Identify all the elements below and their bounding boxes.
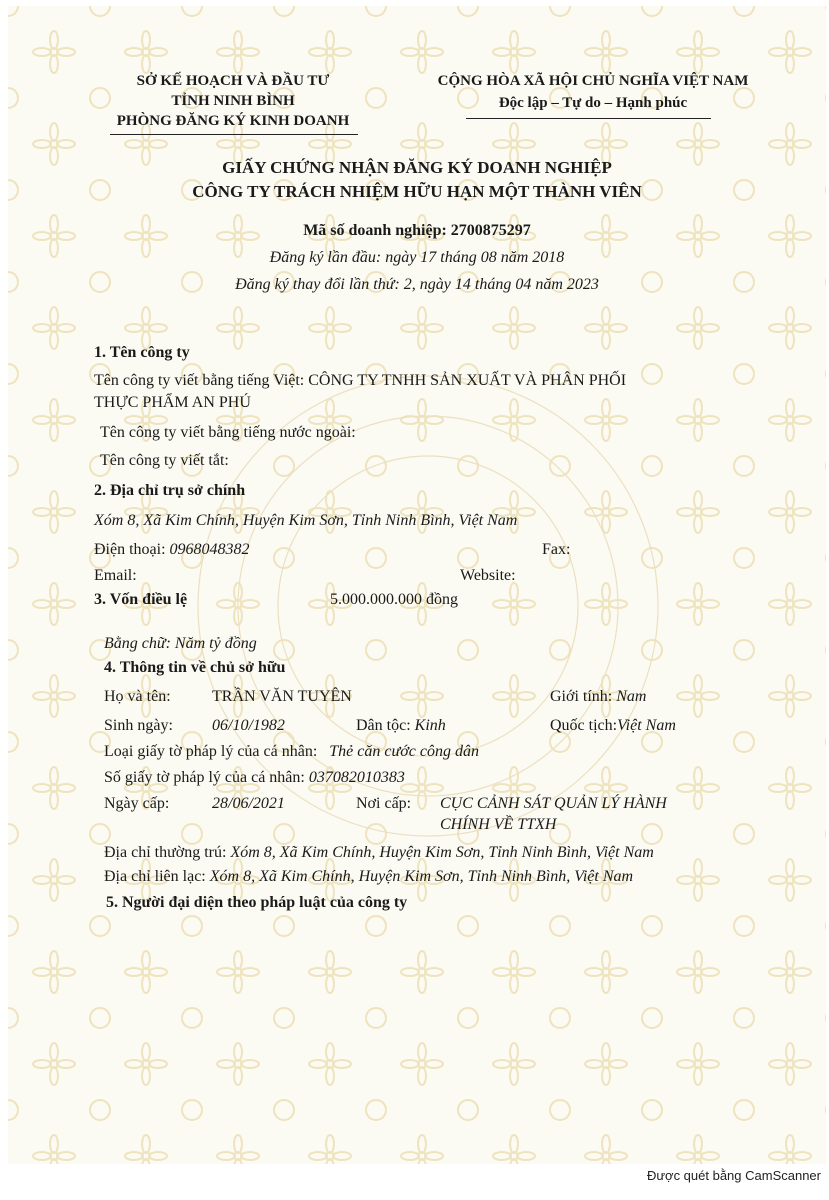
issue-place-value-line2: CHÍNH VỀ TTXH bbox=[440, 816, 557, 833]
charter-capital-in-words: Bằng chữ: Năm tỷ đồng bbox=[104, 635, 257, 652]
head-office-address: Xóm 8, Xã Kim Chính, Huyện Kim Sơn, Tỉnh Ninh Bình, Việt Nam bbox=[94, 512, 518, 529]
email-label: Email: bbox=[94, 567, 137, 584]
contact-address-label: Địa chỉ liên lạc: bbox=[104, 868, 206, 885]
ethnic-row bbox=[356, 717, 446, 735]
website-label: Website: bbox=[460, 567, 516, 584]
section5-heading: 5. Người đại diện theo pháp luật của công ty bbox=[106, 894, 408, 911]
permanent-address-row bbox=[104, 844, 654, 862]
agency-name-line1: SỞ KẾ HOẠCH VÀ ĐẦU TƯ bbox=[136, 73, 330, 89]
company-name-foreign-label: Tên công ty viết bằng tiếng nước ngoài: bbox=[100, 424, 356, 441]
company-name-vn-row bbox=[94, 372, 626, 390]
fax-label: Fax: bbox=[542, 541, 571, 558]
first-registration-date: Đăng ký lần đầu: ngày 17 tháng 08 năm 2018 bbox=[269, 249, 565, 266]
issue-date-label: Ngày cấp: bbox=[104, 795, 170, 812]
phone-row bbox=[94, 541, 250, 559]
legal-doc-type-value: Thẻ căn cước công dân bbox=[329, 743, 479, 760]
legal-doc-number-row bbox=[104, 769, 405, 787]
enterprise-code: Mã số doanh nghiệp: 2700875297 bbox=[303, 222, 531, 239]
permanent-address-value: Xóm 8, Xã Kim Chính, Huyện Kim Sơn, Tỉnh Ninh Bình, Việt Nam bbox=[230, 844, 654, 861]
certificate-page bbox=[8, 6, 826, 1164]
nation-motto: Độc lập – Tự do – Hạnh phúc bbox=[498, 95, 688, 111]
section3-heading: 3. Vốn điều lệ bbox=[94, 591, 188, 608]
certificate-title: GIẤY CHỨNG NHẬN ĐĂNG KÝ DOANH NGHIỆP bbox=[222, 158, 612, 177]
section4-heading: 4. Thông tin về chủ sở hữu bbox=[104, 659, 286, 676]
section2-heading: 2. Địa chỉ trụ sở chính bbox=[94, 482, 246, 499]
motto-underline bbox=[466, 118, 711, 119]
issue-place-label: Nơi cấp: bbox=[356, 795, 412, 812]
ethnic-label: Dân tộc: bbox=[356, 717, 411, 734]
owner-name-value: TRẦN VĂN TUYÊN bbox=[212, 688, 352, 705]
nationality-label: Quốc tịch: bbox=[550, 717, 618, 734]
permanent-address-label: Địa chỉ thường trú: bbox=[104, 844, 227, 861]
issue-place-value-line1: CỤC CẢNH SÁT QUẢN LÝ HÀNH bbox=[440, 795, 667, 812]
nation-name: CỘNG HÒA XÃ HỘI CHỦ NGHĨA VIỆT NAM bbox=[437, 73, 749, 89]
legal-doc-number-value: 037082010383 bbox=[308, 769, 405, 786]
company-type-title: CÔNG TY TRÁCH NHIỆM HỮU HẠN MỘT THÀNH VIÊN bbox=[192, 182, 642, 201]
gender-value: Nam bbox=[616, 688, 647, 705]
phone-label: Điện thoại: bbox=[94, 541, 166, 558]
owner-name-label: Họ và tên: bbox=[104, 688, 171, 705]
agency-name-line2: TỈNH NINH BÌNH bbox=[171, 93, 295, 109]
company-name-vn-label: Tên công ty viết bằng tiếng Việt: bbox=[94, 372, 305, 389]
nationality-row bbox=[550, 717, 676, 735]
nationality-value: Việt Nam bbox=[617, 717, 676, 734]
legal-doc-number-label: Số giấy tờ pháp lý của cá nhân: bbox=[104, 769, 305, 786]
contact-address-row bbox=[104, 868, 633, 886]
company-name-short-label: Tên công ty viết tắt: bbox=[100, 452, 229, 469]
agency-underline bbox=[110, 134, 358, 135]
dob-value: 06/10/1982 bbox=[212, 717, 285, 734]
charter-capital-value: 5.000.000.000 đồng bbox=[330, 591, 458, 608]
ethnic-value: Kinh bbox=[414, 717, 446, 734]
contact-address-value: Xóm 8, Xã Kim Chính, Huyện Kim Sơn, Tỉnh Ninh Bình, Việt Nam bbox=[209, 868, 634, 885]
company-name-vn-value-line2: THỰC PHẨM AN PHÚ bbox=[94, 394, 251, 411]
section1-heading: 1. Tên công ty bbox=[94, 344, 190, 361]
owner-gender-row bbox=[550, 688, 646, 706]
agency-name-line3: PHÒNG ĐĂNG KÝ KINH DOANH bbox=[116, 113, 350, 129]
company-name-vn-value: CÔNG TY TNHH SẢN XUẤT VÀ PHÂN PHỐI bbox=[308, 372, 627, 389]
camscanner-footer: Được quét bằng CamScanner bbox=[646, 1168, 821, 1183]
issue-date-value: 28/06/2021 bbox=[212, 795, 285, 812]
security-pattern-background bbox=[8, 6, 826, 1164]
phone-value: 0968048382 bbox=[169, 541, 250, 558]
change-registration-date: Đăng ký thay đổi lần thứ: 2, ngày 14 tháng 04 năm 2023 bbox=[235, 276, 599, 293]
legal-doc-type-label: Loại giấy tờ pháp lý của cá nhân: bbox=[104, 743, 318, 760]
legal-doc-type-row bbox=[104, 743, 479, 761]
gender-label: Giới tính: bbox=[550, 688, 613, 705]
dob-label: Sinh ngày: bbox=[104, 717, 173, 734]
